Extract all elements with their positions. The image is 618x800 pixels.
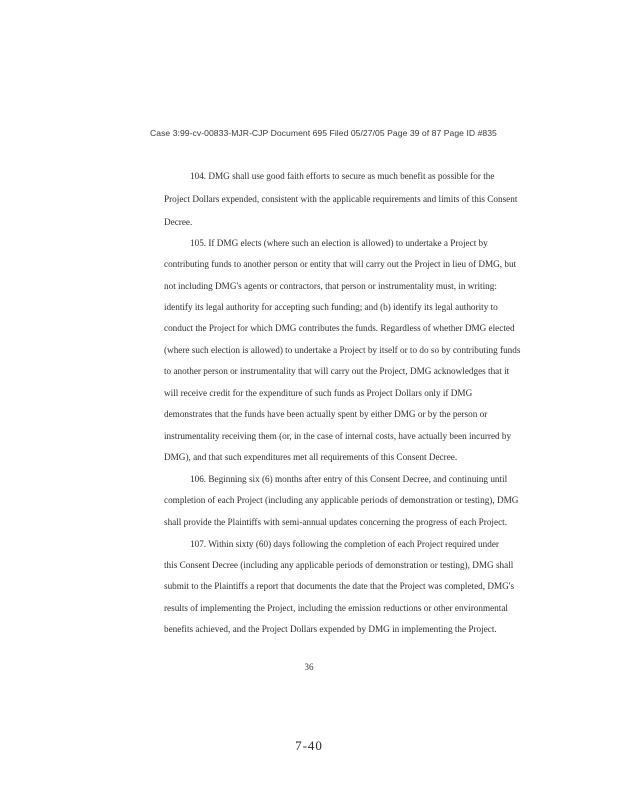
text-line: Project Dollars expended, consistent with the applicable requirements and limits of this Consent xyxy=(164,194,518,204)
text-line: submit to the Plaintiffs a report that documents the date that the Project was completed, DMG's xyxy=(164,581,515,591)
text-line: identify its legal authority for accepting such funding; and (b) identify its legal authority to xyxy=(164,302,498,312)
page-number: 36 xyxy=(304,662,314,672)
text-line: instrumentality receiving them (or, in the case of internal costs, have actually been incurred by xyxy=(164,431,512,441)
text-line: to another person or instrumentality that will carry out the Project, DMG acknowledges that it xyxy=(164,366,510,376)
text-line: completion of each Project (including any applicable periods of demonstration or testing), DMG xyxy=(164,495,519,505)
text-line: 105. If DMG elects (where such an election is allowed) to undertake a Project by xyxy=(190,238,488,248)
text-line: not including DMG's agents or contractors, that person or instrumentality must, in writing: xyxy=(164,281,497,291)
text-line: contributing funds to another person or entity that will carry out the Project in lieu of DMG, but xyxy=(164,259,517,269)
text-line: (where such election is allowed) to undertake a Project by itself or to do so by contributing funds xyxy=(164,345,521,355)
text-line: 104. DMG shall use good faith efforts to secure as much benefit as possible for the xyxy=(190,171,495,181)
text-line: this Consent Decree (including any applicable periods of demonstration or testing), DMG shall xyxy=(164,560,514,570)
text-line: Decree. xyxy=(164,217,193,227)
text-line: conduct the Project for which DMG contributes the funds. Regardless of whether DMG elected xyxy=(164,323,515,333)
text-line: DMG), and that such expenditures met all requirements of this Consent Decree. xyxy=(164,452,458,462)
text-line: demonstrates that the funds have been actually spent by either DMG or by the person or xyxy=(164,409,488,419)
text-line: shall provide the Plaintiffs with semi-annual updates concerning the progress of each Project. xyxy=(164,517,507,527)
text-line: will receive credit for the expenditure of such funds as Project Dollars only if DMG xyxy=(164,388,473,398)
exhibit-number: 7-40 xyxy=(295,738,323,753)
text-line: 106. Beginning six (6) months after entry of this Consent Decree, and continuing until xyxy=(190,474,508,484)
text-line: 107. Within sixty (60) days following the completion of each Project required under xyxy=(190,539,499,549)
case-header: Case 3:99-cv-00833-MJR-CJP Document 695 Filed 05/27/05 Page 39 of 87 Page ID #835 xyxy=(150,128,497,138)
text-line: benefits achieved, and the Project Dollars expended by DMG in implementing the Project. xyxy=(164,624,497,634)
text-line: results of implementing the Project, including the emission reductions or other environmental xyxy=(164,603,508,613)
